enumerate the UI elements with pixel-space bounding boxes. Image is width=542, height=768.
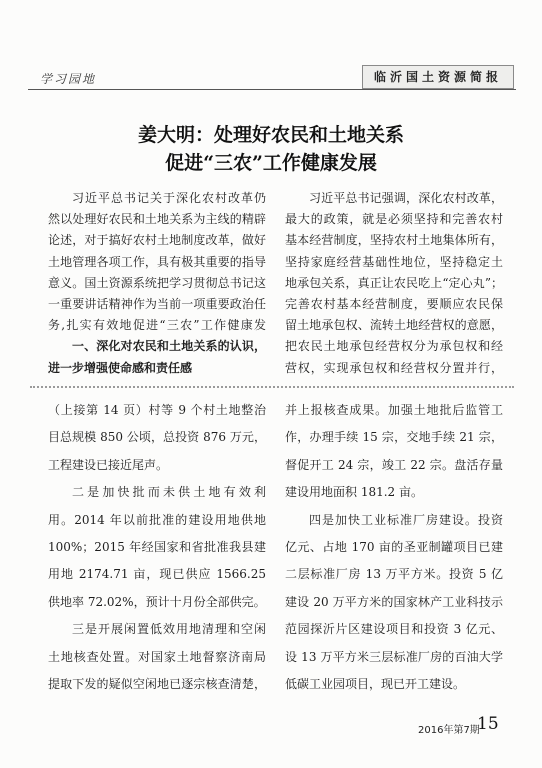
text-line: 提取下发的疑似空闲地已逐宗核查清楚， bbox=[48, 676, 266, 691]
text-line: 低碳工业园项目，现已开工建设。 bbox=[285, 676, 466, 691]
text-line: 二是加快批而未供土地有效利 bbox=[72, 485, 266, 500]
page-number: 15 bbox=[477, 714, 499, 734]
text-line: 把农民土地承包经营权分为承包权和经 bbox=[285, 339, 503, 354]
text-line: 作，办理手续 15 宗，交地手续 21 宗， bbox=[285, 430, 503, 445]
header-rule bbox=[28, 89, 516, 90]
continued-column-right bbox=[285, 397, 503, 698]
text-line: 务,扎实有效地促进“三农”工作健康发 bbox=[48, 318, 266, 333]
text-line: 最大的政策，就是必须坚持和完善农村 bbox=[285, 212, 503, 227]
article-column-left bbox=[48, 188, 266, 379]
continued-column-left bbox=[48, 397, 266, 698]
article-title-line-2: 促进“三农”工作健康发展 bbox=[165, 152, 377, 174]
text-line: 三是开展闲置低效用地清理和空闲 bbox=[72, 622, 266, 637]
text-line: 用地 2174.71 亩，现已供应 1566.25 bbox=[48, 567, 266, 582]
text-line: （上接第 14 页）村等 9 个村土地整治 bbox=[48, 403, 266, 417]
text-line: 目总规模 850 公顷，总投资 876 万元， bbox=[48, 430, 266, 445]
issue-label: 2016年第7期 bbox=[418, 725, 480, 736]
text-line: 坚持家庭经营基础性地位，坚持稳定土 bbox=[285, 254, 503, 269]
text-line: 基本经营制度，坚持农村土地集体所有， bbox=[285, 233, 503, 248]
text-line: 用。2014 年以前批准的建设用地供地 bbox=[48, 512, 266, 527]
article-title-line-1: 姜大明：处理好农民和土地关系 bbox=[137, 124, 404, 146]
text-line: 然以处理好农民和土地关系为主线的精辟 bbox=[48, 212, 266, 227]
text-line: 意义。国土资源系统把学习贯彻总书记这 bbox=[48, 275, 266, 290]
text-line: 留土地承包权、流转土地经营权的意愿， bbox=[285, 318, 503, 333]
text-line: 营权，实现承包权和经营权分置并行， bbox=[285, 360, 503, 375]
text-line: 地承包关系，真正让农民吃上“定心丸”； bbox=[285, 275, 503, 290]
text-line: 工程建设已接近尾声。 bbox=[48, 457, 169, 472]
text-line: 100%；2015 年经国家和省批准我县建 bbox=[48, 539, 266, 554]
text-line: 习近平总书记强调，深化农村改革， bbox=[309, 191, 503, 205]
text-line: 二层标准厂房 13 万平方米。投资 5 亿 bbox=[285, 567, 503, 582]
text-line: 并上报核查成果。加强土地批后监管工 bbox=[285, 403, 503, 417]
publication-masthead: 临沂国土资源简报 bbox=[362, 65, 514, 89]
text-line: 一重要讲话精神作为当前一项重要政治任 bbox=[48, 296, 266, 311]
section-heading-line: 进一步增强使命感和责任感 bbox=[48, 360, 193, 375]
article-column-right bbox=[285, 188, 503, 379]
text-line: 四是加快工业标准厂房建设。投资 bbox=[309, 512, 503, 527]
text-line: 土地管理各项工作，具有极其重要的指导 bbox=[48, 254, 266, 269]
text-line: 习近平总书记关于深化农村改革仍 bbox=[72, 191, 266, 205]
text-line: 土地核查处置。对国家土地督察济南局 bbox=[48, 649, 266, 664]
text-line: 督促开工 24 宗，竣工 22 宗。盘活存量 bbox=[285, 457, 503, 472]
text-line: 亿元、占地 170 亩的圣亚制罐项目已建 bbox=[285, 539, 503, 554]
text-line: 设 13 万平方米三层标准厂房的百油大学 bbox=[285, 649, 503, 664]
dotted-separator bbox=[30, 386, 514, 388]
text-line: 供地率 72.02%，预计十月份全部供完。 bbox=[48, 594, 266, 609]
text-line: 论述，对于搞好农村土地制度改革，做好 bbox=[48, 233, 266, 248]
text-line: 建设 20 万平方米的国家林产工业科技示 bbox=[285, 594, 503, 609]
text-line: 完善农村基本经营制度，要顺应农民保 bbox=[285, 296, 503, 311]
section-label: 学习园地 bbox=[40, 72, 97, 86]
text-line: 建设用地面积 181.2 亩。 bbox=[285, 485, 423, 500]
text-line: 范园探沂片区建设项目和投资 3 亿元、 bbox=[285, 622, 503, 637]
section-heading-line: 一、深化对农民和土地关系的认识， bbox=[72, 339, 266, 354]
